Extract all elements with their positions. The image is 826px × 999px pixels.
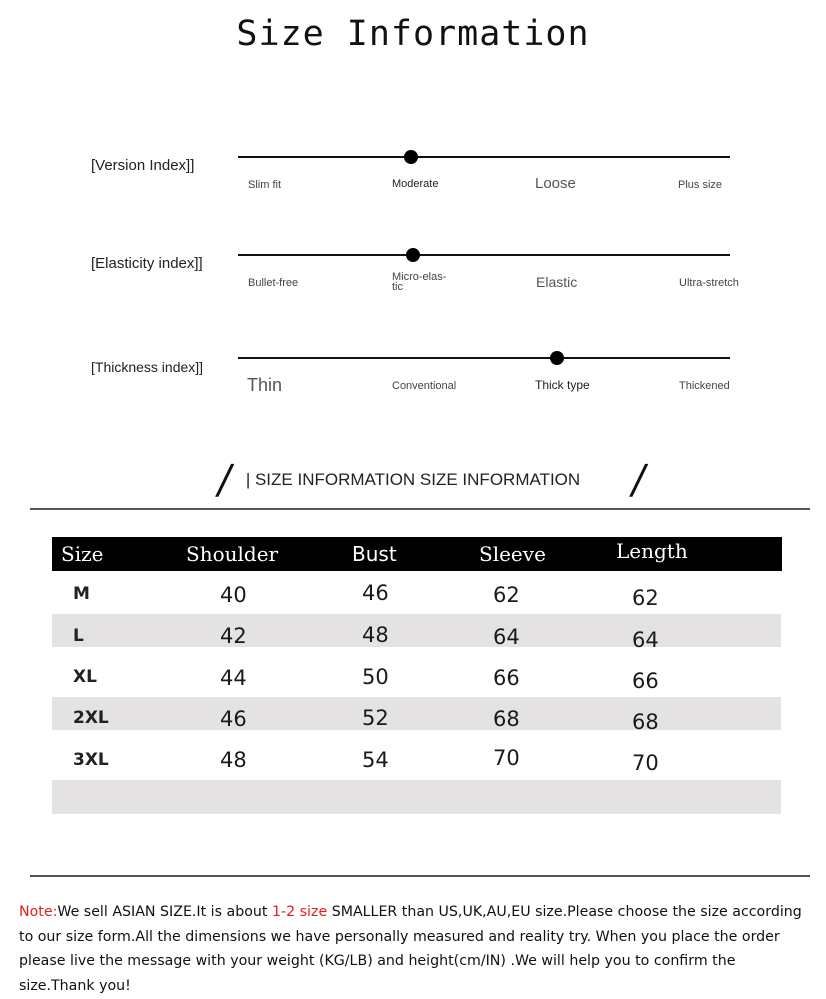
table-header-sleeve: Sleeve <box>479 542 546 566</box>
thickness-index-marker <box>550 351 564 365</box>
heading-slash-right: / <box>627 457 650 503</box>
note-prefix: Note: <box>19 904 58 920</box>
size-section-heading: | SIZE INFORMATION SIZE INFORMATION <box>245 470 581 489</box>
table-cell-bust: 52 <box>362 706 389 730</box>
table-cell-size: L <box>73 626 84 646</box>
table-cell-bust: 48 <box>362 623 389 647</box>
table-cell-sleeve: 62 <box>493 583 520 607</box>
version-option-loose: Loose <box>535 175 576 192</box>
table-row-band <box>52 697 781 730</box>
thickness-option-thick-type: Thick type <box>535 378 590 392</box>
version-index-scale-line <box>238 156 730 158</box>
table-cell-bust: 46 <box>362 581 389 605</box>
table-cell-shoulder: 46 <box>220 707 247 731</box>
heading-slash-left: / <box>213 457 236 503</box>
table-cell-length: 68 <box>632 710 659 734</box>
thickness-index-label: [Thickness index]] <box>91 359 204 375</box>
elasticity-option-ultra-stretch: Ultra-stretch <box>679 277 739 289</box>
elasticity-option-elastic: Elastic <box>536 274 578 290</box>
table-cell-sleeve: 66 <box>493 666 520 690</box>
table-cell-length: 64 <box>632 628 659 652</box>
thickness-option-conventional: Conventional <box>392 380 457 392</box>
table-cell-length: 66 <box>632 669 659 693</box>
table-cell-size: 3XL <box>73 750 109 770</box>
table-cell-shoulder: 40 <box>220 583 247 607</box>
elasticity-option-bullet-free: Bullet-free <box>248 277 299 289</box>
version-index-label: [Version Index]] <box>91 157 195 174</box>
table-header-shoulder: Shoulder <box>186 542 279 566</box>
table-cell-size: M <box>73 584 90 604</box>
table-header-size: Size <box>61 542 104 566</box>
elasticity-index-scale-line <box>238 254 730 256</box>
table-cell-sleeve: 68 <box>493 707 520 731</box>
table-cell-shoulder: 44 <box>220 666 247 690</box>
section-divider-bottom <box>30 875 810 877</box>
table-cell-size: XL <box>73 667 97 687</box>
table-cell-size: 2XL <box>73 708 109 728</box>
elasticity-index-label: [Elasticity index]] <box>91 255 203 272</box>
section-divider-top <box>30 508 810 510</box>
table-cell-shoulder: 48 <box>220 748 247 772</box>
table-cell-bust: 50 <box>362 665 389 689</box>
table-cell-length: 62 <box>632 586 659 610</box>
table-cell-length: 70 <box>632 751 659 775</box>
table-cell-bust: 54 <box>362 748 389 772</box>
note-text-part-1: We sell ASIAN SIZE.It is about <box>57 904 272 920</box>
size-note <box>19 900 814 998</box>
table-header-length: Length <box>616 539 688 563</box>
thickness-option-thin: Thin <box>247 375 283 395</box>
elasticity-option-micro-elastic: Micro-elas- tic <box>392 271 447 293</box>
table-empty-row <box>52 780 781 814</box>
note-text-part-2: SMALLER than US,UK,AU,EU size.Please choose the size according to our size form.All the dimensions we have personally measured and reality try. When you place the order please live the message with your weight (KG/LB) and height(cm/IN) .We will help you to confirm the size.Thank you! <box>19 904 802 994</box>
table-cell-shoulder: 42 <box>220 624 247 648</box>
table-cell-sleeve: 70 <box>493 746 520 770</box>
thickness-option-thickened: Thickened <box>679 380 730 392</box>
version-option-slim-fit: Slim fit <box>248 179 281 191</box>
table-cell-sleeve: 64 <box>493 625 520 649</box>
thickness-index-scale-line <box>238 357 730 359</box>
elasticity-index-marker <box>406 248 420 262</box>
table-row-band <box>52 614 781 647</box>
version-option-plus-size: Plus size <box>678 179 723 191</box>
table-header-bust: Bust <box>352 542 397 566</box>
version-option-moderate: Moderate <box>392 178 439 190</box>
page-title: Size Information <box>236 14 590 54</box>
note-highlight: 1-2 size <box>271 904 328 920</box>
version-index-marker <box>404 150 418 164</box>
